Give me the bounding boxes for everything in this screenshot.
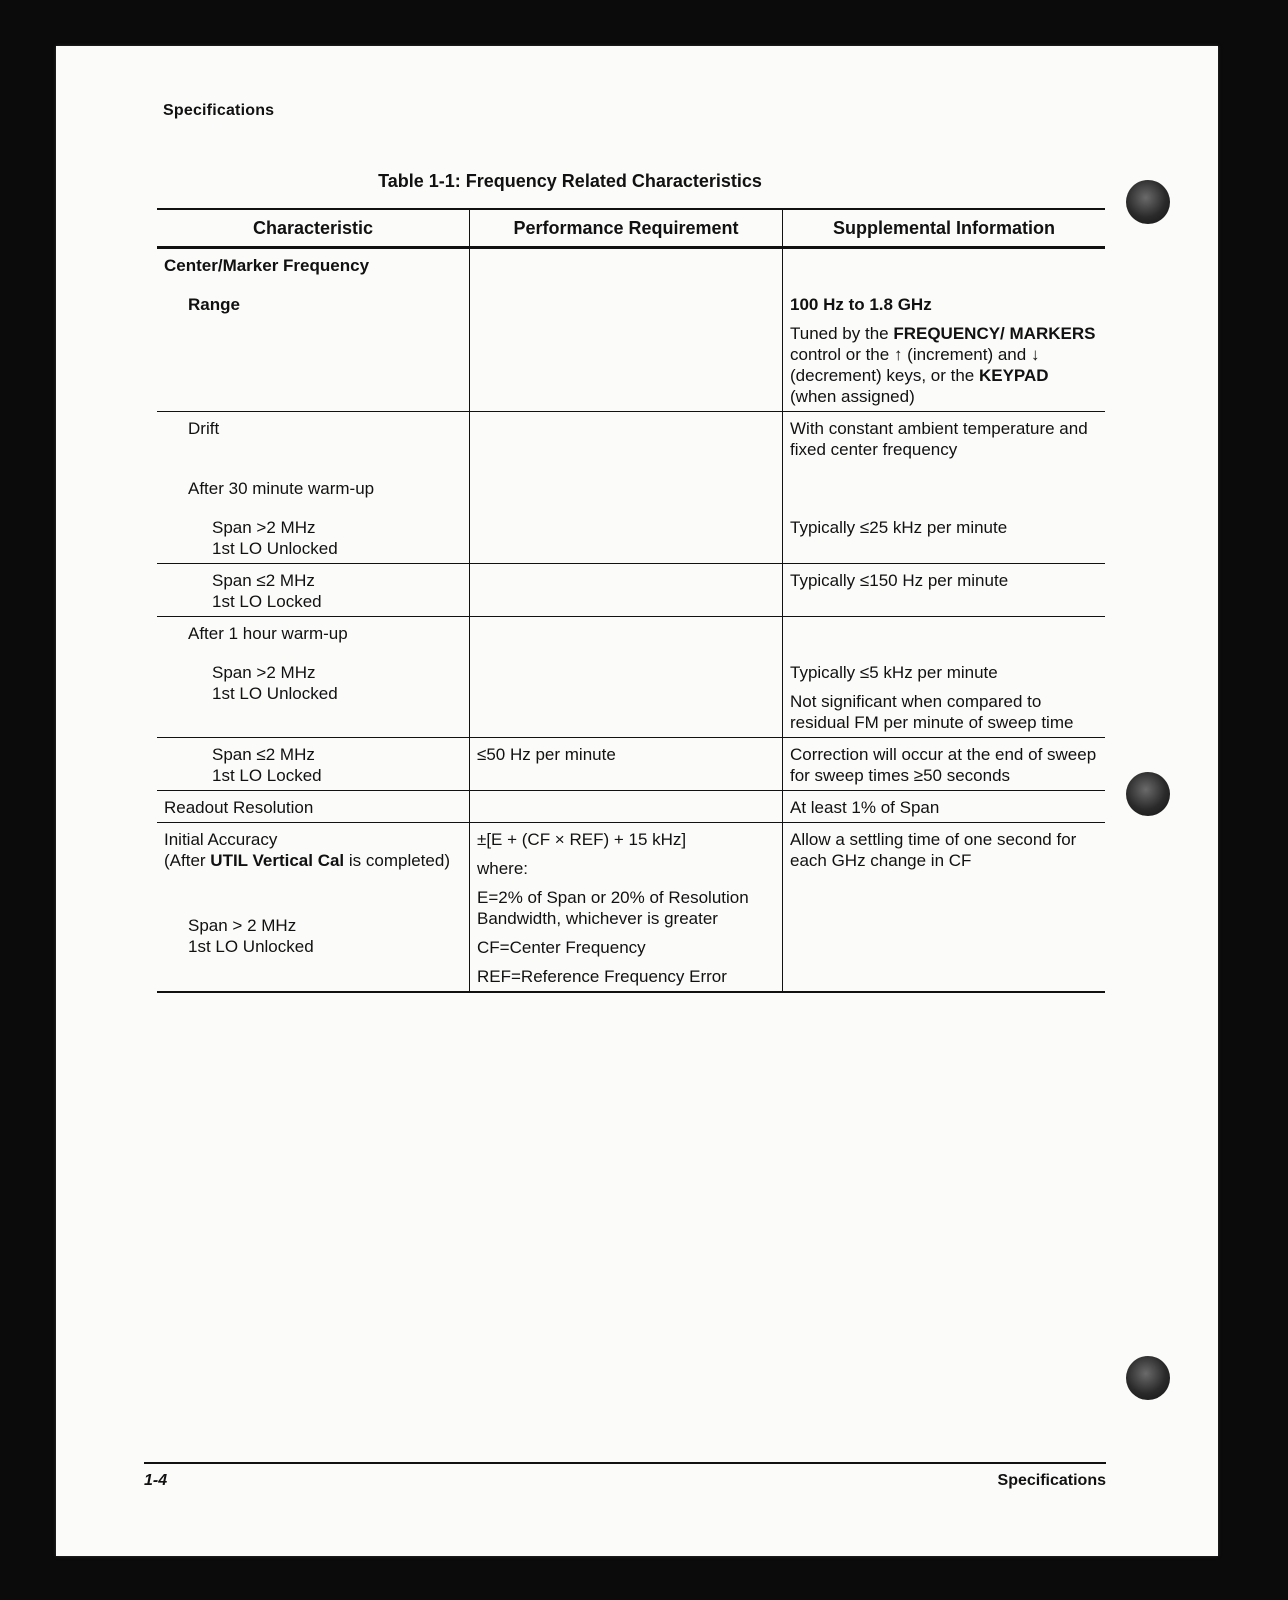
drift-value: Typically ≤5 kHz per minute [790, 663, 998, 682]
table-row [157, 791, 1105, 823]
table-header-row [157, 209, 1105, 248]
binder-hole-top [1126, 180, 1170, 224]
column-header-characteristic: Characteristic [157, 209, 470, 248]
characteristic-cell [157, 617, 470, 738]
requirement-cell [470, 564, 783, 617]
readout-label: Readout Resolution [164, 798, 314, 817]
range-value: 100 Hz to 1.8 GHz [790, 295, 932, 314]
requirement-cell [470, 738, 783, 791]
table-row [157, 738, 1105, 791]
column-header-performance: Performance Requirement [470, 209, 783, 248]
drift-value: Typically ≤150 Hz per minute [790, 571, 1009, 590]
supplemental-cell [783, 412, 1106, 564]
footer-section-title: Specifications [997, 1472, 1106, 1489]
span-label: Span ≤2 MHz [212, 745, 315, 764]
supplemental-cell [783, 823, 1106, 993]
warmup-30-label: After 30 minute warm-up [188, 479, 375, 498]
formula-where: where: [477, 859, 529, 878]
drift-requirement: ≤50 Hz per minute [477, 745, 616, 764]
table-row [157, 617, 1105, 738]
binder-hole-bottom [1126, 1356, 1170, 1400]
settling-note: Allow a settling time of one second for each GHz change in CF [790, 830, 1077, 870]
supplemental-cell [783, 248, 1106, 412]
table-row [157, 412, 1105, 564]
drift-label: Drift [188, 419, 220, 438]
lo-state-label: 1st LO Unlocked [212, 684, 338, 703]
supplemental-cell [783, 738, 1106, 791]
drift-note: Not significant when compared to residual FM per minute of sweep time [790, 692, 1074, 732]
requirement-cell [470, 412, 783, 564]
cf-definition: CF=Center Frequency [477, 938, 646, 957]
frequency-characteristics-table [157, 208, 1105, 993]
requirement-cell [470, 617, 783, 738]
lo-state-label: 1st LO Locked [212, 766, 322, 785]
supplemental-cell [783, 617, 1106, 738]
correction-note: Correction will occur at the end of sweep for sweep times ≥50 seconds [790, 745, 1097, 785]
characteristic-cell [157, 738, 470, 791]
range-label: Range [188, 295, 240, 314]
characteristic-cell [157, 823, 470, 993]
e-definition: E=2% of Span or 20% of Resolution Bandwidth, whichever is greater [477, 888, 749, 928]
table-row [157, 823, 1105, 993]
characteristic-cell [157, 791, 470, 823]
span-label: Span > 2 MHz [188, 916, 297, 935]
characteristic-cell [157, 564, 470, 617]
lo-state-label: 1st LO Locked [212, 592, 322, 611]
manual-page [56, 46, 1218, 1556]
page-number: 1-4 [144, 1472, 168, 1489]
lo-state-label: 1st LO Unlocked [188, 937, 314, 956]
running-head: Specifications [163, 102, 275, 119]
span-label: Span ≤2 MHz [212, 571, 315, 590]
readout-value: At least 1% of Span [790, 798, 940, 817]
drift-note: With constant ambient temperature and fixed center frequency [790, 419, 1088, 459]
table-title: Table 1-1: Frequency Related Characteristics [378, 171, 762, 191]
span-label: Span >2 MHz [212, 663, 316, 682]
characteristic-cell [157, 412, 470, 564]
table-row [157, 248, 1105, 412]
accuracy-formula: ±[E + (CF × REF) + 15 kHz] [477, 830, 687, 849]
initial-accuracy-condition: (After UTIL Vertical Cal is completed) [164, 851, 450, 870]
lo-state-label: 1st LO Unlocked [212, 539, 338, 558]
span-label: Span >2 MHz [212, 518, 316, 537]
supplemental-cell [783, 791, 1106, 823]
column-header-supplemental: Supplemental Information [783, 209, 1106, 248]
requirement-cell [470, 248, 783, 412]
footer-rule [144, 1462, 1106, 1464]
requirement-cell [470, 823, 783, 993]
characteristic-cell [157, 248, 470, 412]
drift-value: Typically ≤25 kHz per minute [790, 518, 1008, 537]
tuning-note: Tuned by the FREQUENCY/ MARKERS control or the ↑ (increment) and ↓ (decrement) keys, or the KEYPAD (when assigned) [790, 324, 1096, 406]
supplemental-cell [783, 564, 1106, 617]
center-marker-label: Center/Marker Frequency [164, 256, 370, 275]
warmup-60-label: After 1 hour warm-up [188, 624, 348, 643]
table-row [157, 564, 1105, 617]
initial-accuracy-label: Initial Accuracy [164, 830, 278, 849]
ref-definition: REF=Reference Frequency Error [477, 967, 727, 986]
requirement-cell [470, 791, 783, 823]
binder-hole-middle [1126, 772, 1170, 816]
